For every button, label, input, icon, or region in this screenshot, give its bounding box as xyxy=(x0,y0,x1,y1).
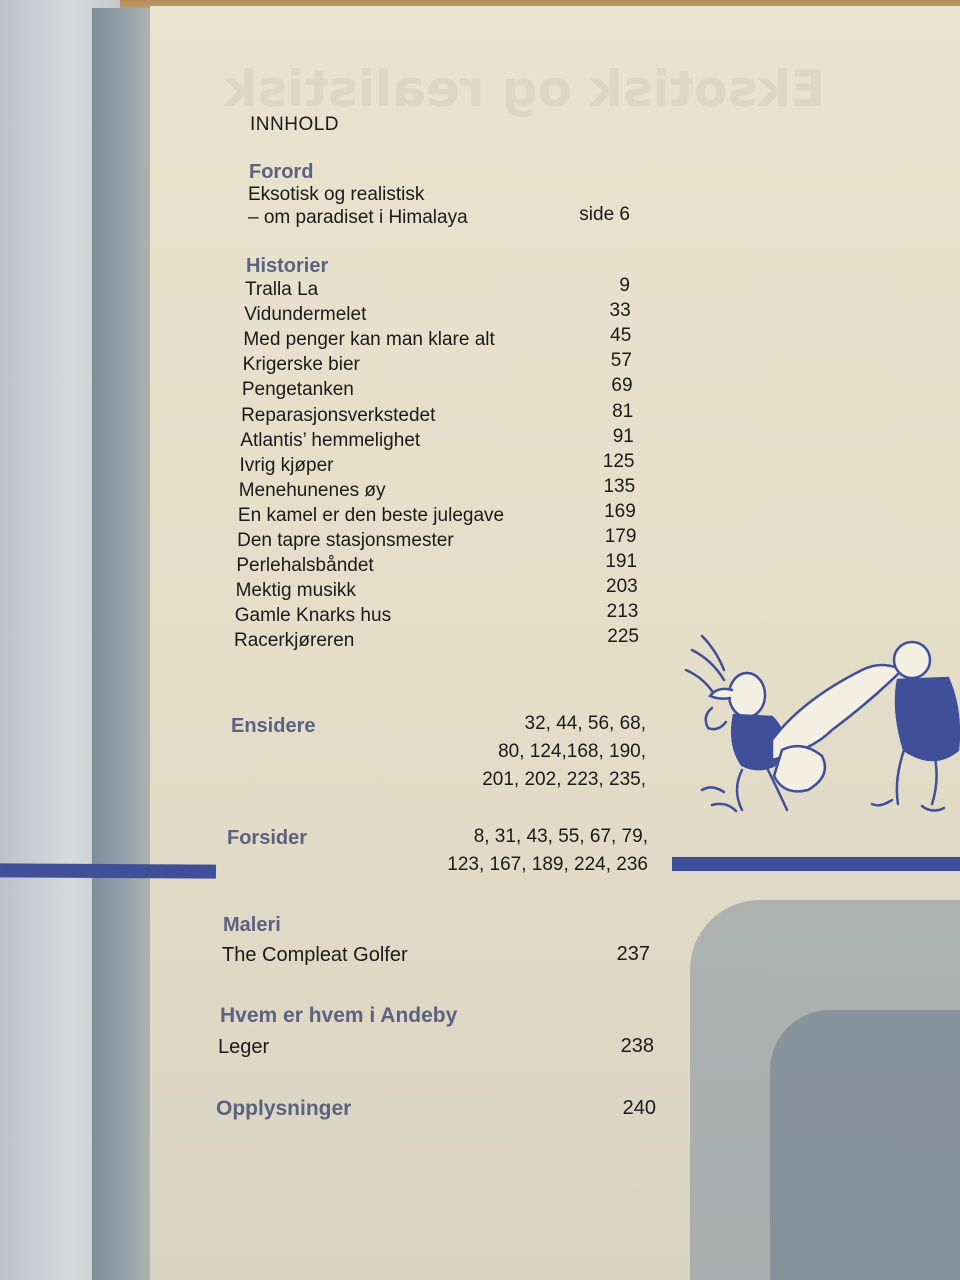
forsider-line: 123, 167, 189, 224, 236 xyxy=(447,854,648,875)
historier-entry-title: Den tapre stasjonsmester xyxy=(237,530,454,551)
historier-entry-title: Atlantis’ hemmelighet xyxy=(240,429,421,451)
section-heading-maleri: Maleri xyxy=(223,914,281,936)
maleri-page: 237 xyxy=(616,943,650,965)
contents-title: INNHOLD xyxy=(250,114,340,135)
hvem-page: 238 xyxy=(620,1035,654,1057)
section-heading-ensidere: Ensidere xyxy=(231,715,316,737)
historier-entry-title: En kamel er den beste julegave xyxy=(237,504,505,526)
opplysninger-page: 240 xyxy=(622,1097,656,1119)
historier-entry-page: 91 xyxy=(612,425,634,447)
historier-entry-title: Ivrig kjøper xyxy=(239,454,334,476)
ensidere-line: 32, 44, 56, 68, xyxy=(524,713,646,734)
historier-entry-page: 203 xyxy=(606,576,638,598)
historier-entry-title: Med penger kan man klare alt xyxy=(243,329,495,351)
forsider-pages xyxy=(400,823,648,879)
ensidere-pages xyxy=(430,710,646,794)
historier-entry-title: Perlehalsbåndet xyxy=(236,555,374,577)
historier-entry-title: Tralla La xyxy=(245,279,319,300)
historier-entry-title: Racerkjøreren xyxy=(234,630,355,652)
section-heading-historier: Historier xyxy=(246,255,329,277)
historier-entry-page: 179 xyxy=(604,526,637,547)
historier-entry-page: 9 xyxy=(619,275,630,296)
hvem-entry: Leger xyxy=(218,1036,270,1058)
bleed-through-heading: Eksotisk og realistisk xyxy=(224,60,825,118)
historier-entry-title: Menehunenes øy xyxy=(238,479,386,501)
historier-entry-page: 69 xyxy=(611,375,633,397)
historier-entry-title: Krigerske bier xyxy=(242,354,360,376)
historier-entry-title: Gamle Knarks hus xyxy=(234,605,392,627)
historier-entry-page: 213 xyxy=(606,601,639,623)
historier-entry-page: 135 xyxy=(603,475,636,497)
section-heading-opplysninger: Opplysninger xyxy=(216,1097,352,1120)
historier-entry-title: Mektig musikk xyxy=(235,580,356,602)
historier-entry-page: 57 xyxy=(610,350,632,372)
section-heading-forord: Forord xyxy=(249,161,314,183)
historier-entry-page: 33 xyxy=(609,300,631,322)
forord-page: side 6 xyxy=(579,204,630,225)
forord-line-2: – om paradiset i Himalaya xyxy=(248,207,468,228)
forord-line-1: Eksotisk og realistisk xyxy=(248,184,425,205)
historier-entry-title: Reparasjonsverkstedet xyxy=(241,404,436,426)
ensidere-line: 201, 202, 223, 235, xyxy=(482,769,646,790)
historier-entry-page: 125 xyxy=(602,450,635,472)
historier-entry-page: 169 xyxy=(604,500,636,522)
forsider-line: 8, 31, 43, 55, 67, 79, xyxy=(473,826,648,847)
ensidere-line: 80, 124,168, 190, xyxy=(498,741,646,762)
section-heading-hvem-er-hvem: Hvem er hvem i Andeby xyxy=(220,1004,458,1027)
historier-entry-page: 81 xyxy=(612,400,634,422)
historier-entry-title: Vidundermelet xyxy=(244,304,367,326)
maleri-entry: The Compleat Golfer xyxy=(222,944,408,966)
historier-entry-page: 191 xyxy=(605,551,638,573)
historier-entry-title: Pengetanken xyxy=(241,379,354,401)
historier-entry-page: 45 xyxy=(610,325,632,347)
historier-entry-page: 225 xyxy=(607,626,639,648)
section-heading-forsider: Forsider xyxy=(227,827,308,849)
